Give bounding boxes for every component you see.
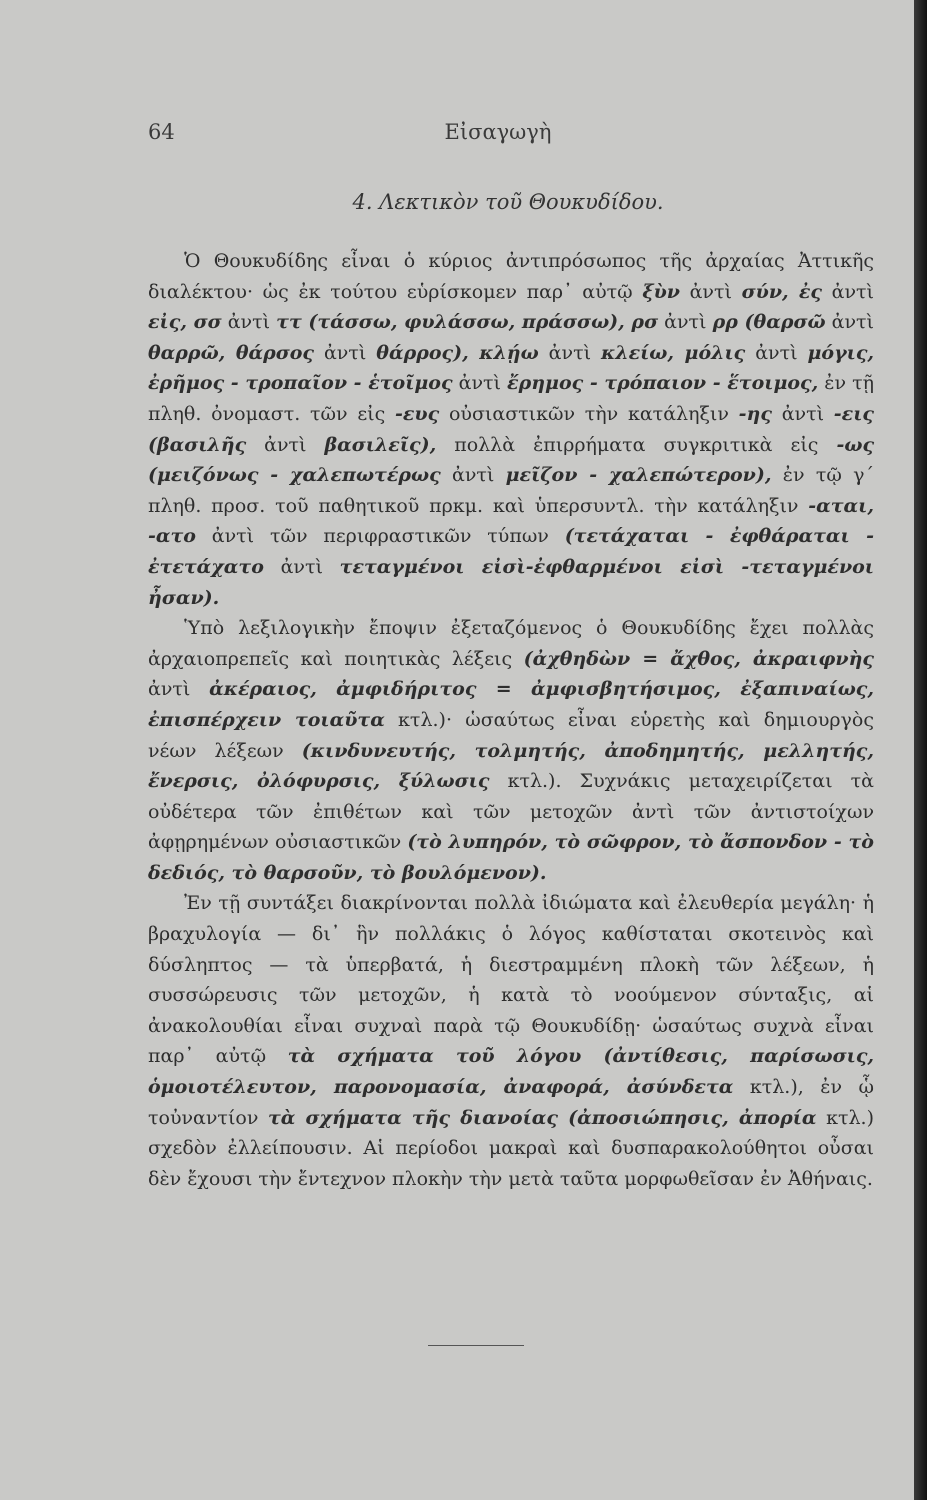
text-run: Ἐν τῇ συντάξει διακρίνονται πολλὰ ἰδιώματα καὶ ἐλευθερία μεγάλη· ἡ βραχυλογία — δι᾽ ἣν πολλάκις ὁ λόγος καθίσταται σκοτεινὸς καὶ δύσληπτος — τὰ ὑπερβατά, ἡ διεστραμμένη πλοκὴ τῶν λέξεων, ἡ συσσώρευσις τῶν μετοχῶν, ἡ κατὰ τὸ νοούμενον σύνταξις, αἱ ἀνακολουθίαι εἶναι συχναὶ παρὰ τῷ Θουκυδίδῃ· ὡσαύτως συχνὰ εἶναι παρ᾽ αὐτῷ [148,892,874,1068]
emphasized-text: (ἀχθηδὼν = ἄχθος, ἀκραιφνὴς [523,647,874,670]
text-run: Ὑπὸ λεξιλογικὴν ἔποψιν ἐξεταζόμενος ὁ Θουκυδίδης ἔχει πολλὰς ἀρχαιοπρεπεῖς καὶ ποιητικὰς λέξεις [148,617,874,670]
emphasized-text: μεῖζον - χαλεπώτερον), [505,464,772,487]
text-run: ἀντὶ [452,372,508,395]
page-edge [914,0,927,1500]
text-run: κτλ.)· ὡσαύτως εἶναι εὑρετὴς καὶ δημιουργὸς νέων λέξεων [148,708,874,762]
running-title: Εἰσαγωγὴ [444,120,552,144]
emphasized-text: -ευς [395,402,440,425]
emphasized-text: (τετάχαται - ἐφθάραται - ἐτετάχατο [148,525,874,578]
emphasized-text: εἰς, σσ [148,311,222,334]
text-run: πολλὰ ἐπιρρήματα συγκριτικὰ εἰς [436,433,837,456]
text-run: ἀντὶ [246,433,325,456]
paragraph [148,888,874,1194]
emphasized-text: (κινδυνευτής, τολμητής, ἀποδημητής, μελλητής, ἔνερσις, ὀλόφυρσις, ξύλωσις [148,739,874,793]
text-run: κτλ.), ἐν ᾧ τοὐναντίον [148,1076,874,1129]
emphasized-text: βασιλεῖς), [324,433,437,456]
text-run: Ὁ Θουκυδίδης εἶναι ὁ κύριος ἀντιπρόσωπος τῆς ἀρχαίας Ἀττικῆς διαλέκτου· ὡς ἐκ τούτου εὑρίσκομεν παρ᾽ αὐτῷ [148,250,874,303]
text-run: ἀντὶ [314,341,377,364]
body-text [148,246,874,1194]
emphasized-text: θαρρῶ, θάρσος [148,341,314,364]
paragraph [148,246,874,613]
section-title: 4. Λεκτικὸν τοῦ Θουκυδίδου. [352,190,664,214]
emphasized-text: θάρρος), κλῄω [376,341,539,364]
text-run: ἀντὶ [771,402,834,425]
emphasized-text: (τὸ λυπηρόν, τὸ σῶφρον, τὸ ἄσπονδον - τὸ δεδιός, τὸ θαρσοῦν, τὸ βουλόμενον). [148,831,874,884]
emphasized-text: -ως (μειζόνως - χαλεπωτέρως [148,433,875,487]
text-run: ἀντὶ [440,464,506,487]
emphasized-text: -εις (βασιλῆς [148,402,874,456]
paragraph [148,613,874,888]
emphasized-text: ξὺν [642,280,680,303]
text-run: ἀντὶ [821,280,874,303]
emphasized-text: σύν, ἐς [741,280,822,303]
emphasized-text: -ης [738,402,772,425]
emphasized-text: ἀκέραιος, ἀμφιδήριτος = ἀμφισβητήσιμος, ἐξαπιναίως, ἐπισπέρχειν τοιαῦτα [148,678,874,731]
text-run: ἀντὶ [658,311,713,334]
text-run: ἀντὶ [148,678,210,701]
text-run: ἐν τῇ πληθ. ὀνομαστ. τῶν εἰς [148,372,874,425]
emphasized-text: μόγις, ἐρῆμος - τροπαῖον - ἑτοῖμος [148,341,875,395]
text-run: κτλ.) σχεδὸν ἐλλείπουσιν. Αἱ περίοδοι μακραὶ καὶ δυσπαρακολούθητοι οὖσαι δὲν ἔχουσι τὴν ἔντεχνον πλοκὴν τὴν μετὰ ταῦτα μορφωθεῖσαν ἐν Ἀθήναις. [148,1106,875,1190]
emphasized-text: ττ (τάσσω, φυλάσσω, πράσσω), ρσ [276,311,659,334]
page-header [148,120,788,150]
emphasized-text: ἔρημος - τρόπαιον - ἕτοιμος, [507,372,819,395]
text-run: ἀντὶ [263,555,340,578]
text-run: κτλ.). Συχνάκις μεταχειρίζεται τὰ οὐδέτερα τῶν ἐπιθέτων καὶ τῶν μετοχῶν ἀντὶ τῶν ἀντιστοίχων ἀφῃρημένων οὐσιαστικῶν [148,770,874,854]
emphasized-text: τεταγμένοι εἰσὶ-ἐφθαρμένοι εἰσὶ -τεταγμένοι ἦσαν). [148,555,874,609]
text-run: ἀντὶ τῶν περιφραστικῶν τύπων [195,525,565,548]
emphasized-text: τὰ σχήματα τῆς διανοίας (ἀποσιώπησις, ἀπορία [267,1106,817,1129]
page-number: 64 [148,120,175,144]
text-run: ἀντὶ [825,311,875,334]
emphasized-text: κλείω, μόλις [601,341,746,364]
emphasized-text: -αται, -ατο [148,494,874,548]
emphasized-text: τὰ σχήματα τοῦ λόγου (ἀντίθεσις, παρίσωσις, ὁμοιοτέλευτον, παρονομασία, ἀναφορά, ἀσύνδετα [148,1045,875,1099]
text-run: οὐσιαστικῶν τὴν κατάληξιν [439,402,739,425]
closing-rule [428,1345,524,1346]
text-run: ἀντὶ [745,341,808,364]
text-run: ἀντὶ [679,280,742,303]
text-run: ἀντὶ [538,341,601,364]
emphasized-text: ρρ (θαρσῶ [712,311,826,334]
text-run: ἀντὶ [221,311,277,334]
text-run: ἐν τῷ γ´ πληθ. προσ. τοῦ παθητικοῦ πρκμ. καὶ ὑπερσυντλ. τὴν κατάληξιν [148,464,874,517]
